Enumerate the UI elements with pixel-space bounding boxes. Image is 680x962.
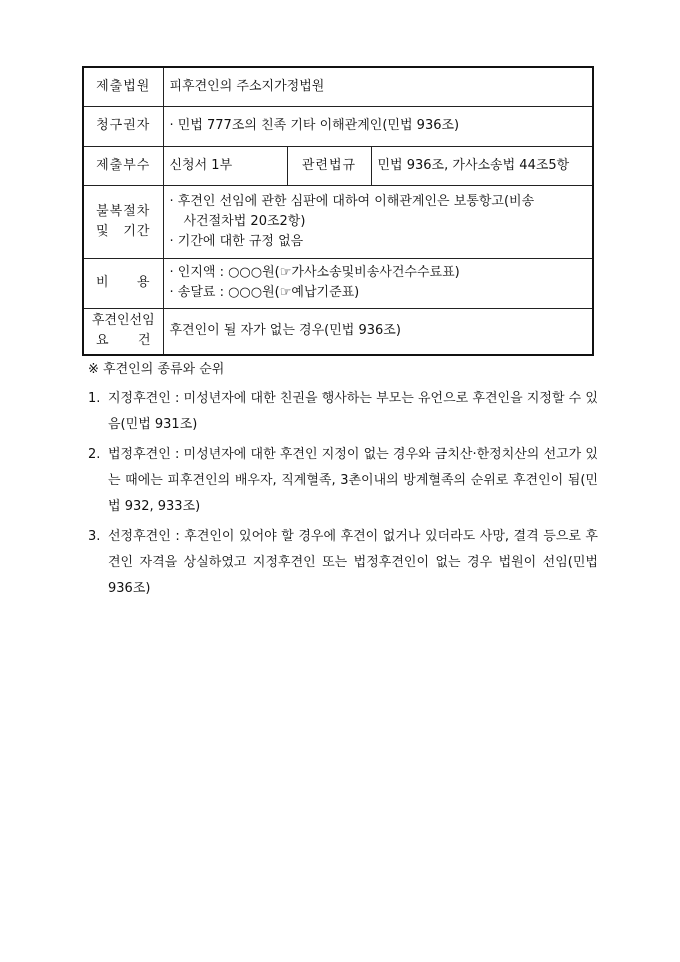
note-item	[88, 524, 598, 602]
appeal-row	[83, 185, 593, 258]
note-number: 1.	[88, 391, 101, 406]
court-label: 제출법원	[83, 67, 163, 106]
court-value: 피후견인의 주소지가정법원	[163, 67, 593, 106]
cost-label-a: 비	[96, 275, 110, 290]
requirement-label-line-1: 후견인선임	[91, 313, 155, 329]
copies-row	[83, 146, 593, 185]
note-item	[88, 442, 598, 520]
info-table	[82, 66, 594, 356]
copies-label: 제출부수	[83, 146, 163, 185]
note-text: 지정후견인 : 미성년자에 대한 친권을 행사하는 부모는 유언으로 후견인을 지정할 수 있음(민법 931조)	[108, 391, 598, 432]
claimant-label: 청구권자	[83, 106, 163, 146]
appeal-label-line-2	[88, 222, 159, 242]
requirement-label-b: 건	[137, 333, 151, 349]
appeal-label-line-1: 불복절차	[96, 203, 151, 219]
appeal-label-period: 기간	[123, 223, 151, 239]
claimant-row	[83, 106, 593, 146]
law-value: 민법 936조, 가사소송법 44조5항	[371, 146, 593, 185]
cost-line-2: · 송달료 : ○○○원(☞예납기준표)	[169, 285, 360, 300]
note-text: 선정후견인 : 후견인이 있어야 할 경우에 후견이 없거나 있더라도 사망, 결격 등으로 후견인 자격을 상실하였고 지정후견인 또는 법정후견인이 없는 경우 법원이 선임(민법 936조)	[108, 529, 598, 596]
requirement-value: 후견인이 될 자가 없는 경우(민법 936조)	[163, 308, 593, 355]
note-number: 3.	[88, 529, 101, 544]
cost-label-b: 용	[136, 275, 151, 290]
cost-value	[163, 258, 593, 308]
note-text: 법정후견인 : 미성년자에 대한 후견인 지정이 없는 경우와 금치산·한정치산의 선고가 있는 때에는 피후견인의 배우자, 직계혈족, 3촌이내의 방계혈족의 순위로 후견인이 됨(민법 932, 933조)	[108, 447, 598, 514]
court-row	[83, 67, 593, 106]
appeal-line-2: 사건절차법 20조2항)	[183, 213, 306, 229]
appeal-line-1: · 후견인 선임에 관한 심판에 대하여 이해관계인은 보통항고(비송	[169, 193, 535, 209]
appeal-line-3: · 기간에 대한 규정 없음	[169, 233, 304, 249]
law-label: 관련법규	[287, 146, 371, 185]
appeal-label	[83, 185, 163, 258]
appeal-value	[163, 185, 593, 258]
requirement-label	[83, 308, 163, 355]
requirement-label-line-2	[88, 331, 159, 351]
appeal-label-and: 및	[96, 223, 110, 239]
requirement-row	[83, 308, 593, 355]
notes-section	[88, 360, 598, 606]
note-item	[88, 386, 598, 438]
cost-label-inner	[88, 273, 159, 293]
requirement-label-a: 요	[96, 333, 109, 349]
claimant-value: · 민법 777조의 친족 기타 이해관계인(민법 936조)	[163, 106, 593, 146]
notes-title: ※ 후견인의 종류와 순위	[88, 362, 225, 377]
cost-label	[83, 258, 163, 308]
note-number: 2.	[88, 447, 101, 462]
copies-value: 신청서 1부	[163, 146, 287, 185]
cost-line-1: · 인지액 : ○○○원(☞가사소송및비송사건수수료표)	[169, 265, 460, 280]
cost-row	[83, 258, 593, 308]
